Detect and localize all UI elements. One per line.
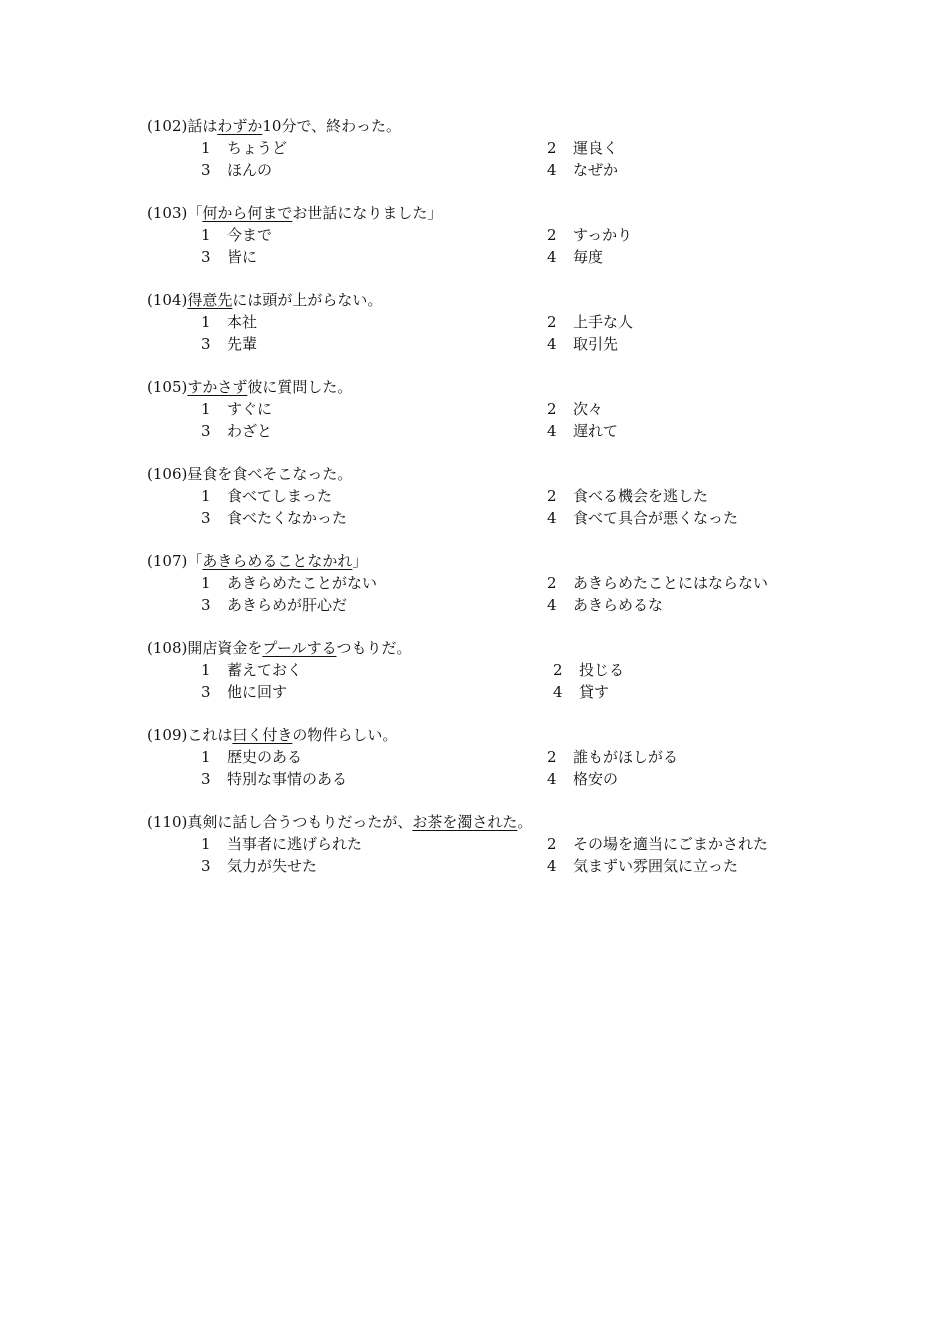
question-104	[147, 289, 847, 355]
option-3[interactable]	[201, 768, 347, 790]
option-1[interactable]	[201, 398, 272, 420]
option-number: 3	[201, 509, 211, 527]
option-2[interactable]	[547, 224, 632, 246]
option-text: 誰もがほしがる	[573, 748, 679, 766]
option-number: 1	[201, 661, 211, 679]
underlined-phrase: 得意先	[187, 291, 233, 309]
question-stem	[147, 202, 847, 224]
question-number: (109)	[147, 726, 188, 744]
option-text: 気まずい雰囲気に立った	[573, 857, 739, 875]
stem-text: 話は	[187, 117, 218, 135]
stem-text: 」	[352, 552, 368, 570]
option-text: わざと	[227, 422, 273, 440]
option-text: 取引先	[573, 335, 619, 353]
option-2[interactable]	[547, 833, 768, 855]
option-3[interactable]	[201, 855, 317, 877]
stem-text: 彼に質問した。	[247, 378, 353, 396]
option-number: 4	[547, 335, 557, 353]
option-text: 皆に	[227, 248, 258, 266]
question-103	[147, 202, 847, 268]
question-102	[147, 115, 847, 181]
question-number: (108)	[147, 639, 188, 657]
stem-text: 「	[187, 204, 203, 222]
underlined-phrase: わずか	[217, 117, 263, 135]
option-text: 他に回す	[227, 683, 288, 701]
option-row	[147, 311, 847, 333]
stem-text: 「	[187, 552, 203, 570]
question-number: (110)	[147, 813, 188, 831]
option-text: 遅れて	[573, 422, 619, 440]
question-number: (104)	[147, 291, 188, 309]
option-3[interactable]	[201, 333, 257, 355]
question-105	[147, 376, 847, 442]
option-2[interactable]	[553, 659, 624, 681]
option-3[interactable]	[201, 246, 257, 268]
option-text: すぐに	[227, 400, 273, 418]
option-4[interactable]	[547, 594, 663, 616]
option-4[interactable]	[547, 420, 618, 442]
option-text: 食べる機会を逃した	[573, 487, 709, 505]
option-number: 2	[547, 139, 557, 157]
underlined-phrase: お茶を濁された	[412, 813, 518, 831]
question-stem	[147, 115, 847, 137]
option-number: 1	[201, 139, 211, 157]
option-text: 食べて具合が悪くなった	[573, 509, 739, 527]
option-number: 2	[553, 661, 563, 679]
question-109	[147, 724, 847, 790]
option-text: ほんの	[227, 161, 273, 179]
option-text: 次々	[573, 400, 604, 418]
option-4[interactable]	[547, 768, 618, 790]
option-number: 1	[201, 574, 211, 592]
option-number: 2	[547, 487, 557, 505]
question-stem	[147, 376, 847, 398]
underlined-phrase: 何から何まで	[202, 204, 293, 222]
option-2[interactable]	[547, 746, 678, 768]
option-text: なぜか	[573, 161, 619, 179]
option-2[interactable]	[547, 572, 768, 594]
question-stem	[147, 550, 847, 572]
option-text: 格安の	[573, 770, 619, 788]
option-row	[147, 833, 847, 855]
question-stem	[147, 724, 847, 746]
option-row	[147, 333, 847, 355]
stem-text: 真剣に話し合うつもりだったが、	[187, 813, 413, 831]
option-text: あきらめるな	[573, 596, 664, 614]
option-text: 気力が失せた	[227, 857, 318, 875]
option-number: 1	[201, 226, 211, 244]
stem-text: 。	[517, 813, 533, 831]
option-1[interactable]	[201, 572, 377, 594]
option-3[interactable]	[201, 159, 272, 181]
option-text: 当事者に逃げられた	[227, 835, 363, 853]
stem-text: お世話になりました」	[292, 204, 443, 222]
option-number: 2	[547, 226, 557, 244]
option-text: 今まで	[227, 226, 273, 244]
question-stem	[147, 463, 847, 485]
option-number: 2	[547, 748, 557, 766]
question-number: (103)	[147, 204, 188, 222]
question-stem	[147, 289, 847, 311]
option-2[interactable]	[547, 485, 708, 507]
stem-text: 開店資金を	[187, 639, 263, 657]
option-number: 4	[547, 161, 557, 179]
option-text: 歴史のある	[227, 748, 303, 766]
option-number: 1	[201, 748, 211, 766]
option-text: あきらめたことがない	[227, 574, 378, 592]
option-number: 4	[547, 509, 557, 527]
option-text: 食べてしまった	[227, 487, 333, 505]
underlined-phrase: プールする	[262, 639, 337, 657]
option-row	[147, 746, 847, 768]
option-number: 1	[201, 835, 211, 853]
option-number: 4	[547, 422, 557, 440]
option-number: 4	[553, 683, 563, 701]
option-row	[147, 159, 847, 181]
option-4[interactable]	[547, 333, 618, 355]
question-107	[147, 550, 847, 616]
question-number: (102)	[147, 117, 188, 135]
option-row	[147, 507, 847, 529]
underlined-phrase: すかさず	[187, 378, 248, 396]
option-number: 4	[547, 596, 557, 614]
option-number: 2	[547, 400, 557, 418]
option-1[interactable]	[201, 137, 287, 159]
option-number: 1	[201, 487, 211, 505]
option-number: 3	[201, 248, 211, 266]
option-row	[147, 768, 847, 790]
option-number: 3	[201, 770, 211, 788]
option-text: 投じる	[579, 661, 625, 679]
stem-text: つもりだ。	[336, 639, 412, 657]
option-text: あきらめたことにはならない	[573, 574, 769, 592]
option-number: 4	[547, 857, 557, 875]
option-3[interactable]	[201, 420, 272, 442]
stem-text: には頭が上がらない。	[232, 291, 383, 309]
option-number: 2	[547, 574, 557, 592]
option-text: 本社	[227, 313, 258, 331]
option-4[interactable]	[547, 507, 738, 529]
question-stem	[147, 637, 847, 659]
option-row	[147, 485, 847, 507]
option-row	[147, 420, 847, 442]
stem-text: の物件らしい。	[292, 726, 398, 744]
option-text: すっかり	[573, 226, 633, 244]
option-4[interactable]	[547, 855, 738, 877]
option-3[interactable]	[201, 594, 347, 616]
question-number: (107)	[147, 552, 188, 570]
option-number: 2	[547, 313, 557, 331]
option-number: 3	[201, 335, 211, 353]
question-number: (105)	[147, 378, 188, 396]
option-text: 毎度	[573, 248, 604, 266]
option-row	[147, 855, 847, 877]
option-text: 特別な事情のある	[227, 770, 348, 788]
option-1[interactable]	[201, 485, 332, 507]
option-4[interactable]	[547, 159, 618, 181]
option-row	[147, 594, 847, 616]
question-stem	[147, 811, 847, 833]
option-text: その場を適当にごまかされた	[573, 835, 769, 853]
option-number: 1	[201, 313, 211, 331]
option-text: 上手な人	[573, 313, 634, 331]
option-text: 貸す	[579, 683, 610, 701]
option-2[interactable]	[547, 311, 633, 333]
option-number: 2	[547, 835, 557, 853]
option-row	[147, 572, 847, 594]
option-number: 1	[201, 400, 211, 418]
option-number: 4	[547, 770, 557, 788]
option-3[interactable]	[201, 681, 287, 703]
question-108	[147, 637, 847, 703]
option-row	[147, 681, 847, 703]
option-number: 4	[547, 248, 557, 266]
option-number: 3	[201, 596, 211, 614]
option-text: 蓄えておく	[227, 661, 303, 679]
question-106	[147, 463, 847, 529]
option-number: 3	[201, 161, 211, 179]
option-text: あきらめが肝心だ	[227, 596, 348, 614]
option-4[interactable]	[547, 246, 603, 268]
stem-text: これは	[187, 726, 233, 744]
stem-text: 10分で、終わった。	[262, 117, 402, 135]
option-number: 3	[201, 683, 211, 701]
option-1[interactable]	[201, 833, 362, 855]
option-row	[147, 659, 847, 681]
option-row	[147, 224, 847, 246]
option-1[interactable]	[201, 659, 302, 681]
underlined-phrase: 曰く付き	[232, 726, 293, 744]
option-text: 食べたくなかった	[227, 509, 348, 527]
stem-text: 昼食を食べそこなった。	[187, 465, 353, 483]
option-text: 先輩	[227, 335, 258, 353]
option-3[interactable]	[201, 507, 347, 529]
option-1[interactable]	[201, 746, 302, 768]
option-4[interactable]	[553, 681, 609, 703]
option-2[interactable]	[547, 398, 603, 420]
option-1[interactable]	[201, 311, 257, 333]
underlined-phrase: あきらめることなかれ	[202, 552, 353, 570]
option-number: 3	[201, 422, 211, 440]
question-110	[147, 811, 847, 877]
option-number: 3	[201, 857, 211, 875]
option-row	[147, 137, 847, 159]
option-row	[147, 246, 847, 268]
option-2[interactable]	[547, 137, 618, 159]
option-row	[147, 398, 847, 420]
option-text: ちょうど	[227, 139, 288, 157]
question-number: (106)	[147, 465, 188, 483]
option-1[interactable]	[201, 224, 272, 246]
option-text: 運良く	[573, 139, 619, 157]
